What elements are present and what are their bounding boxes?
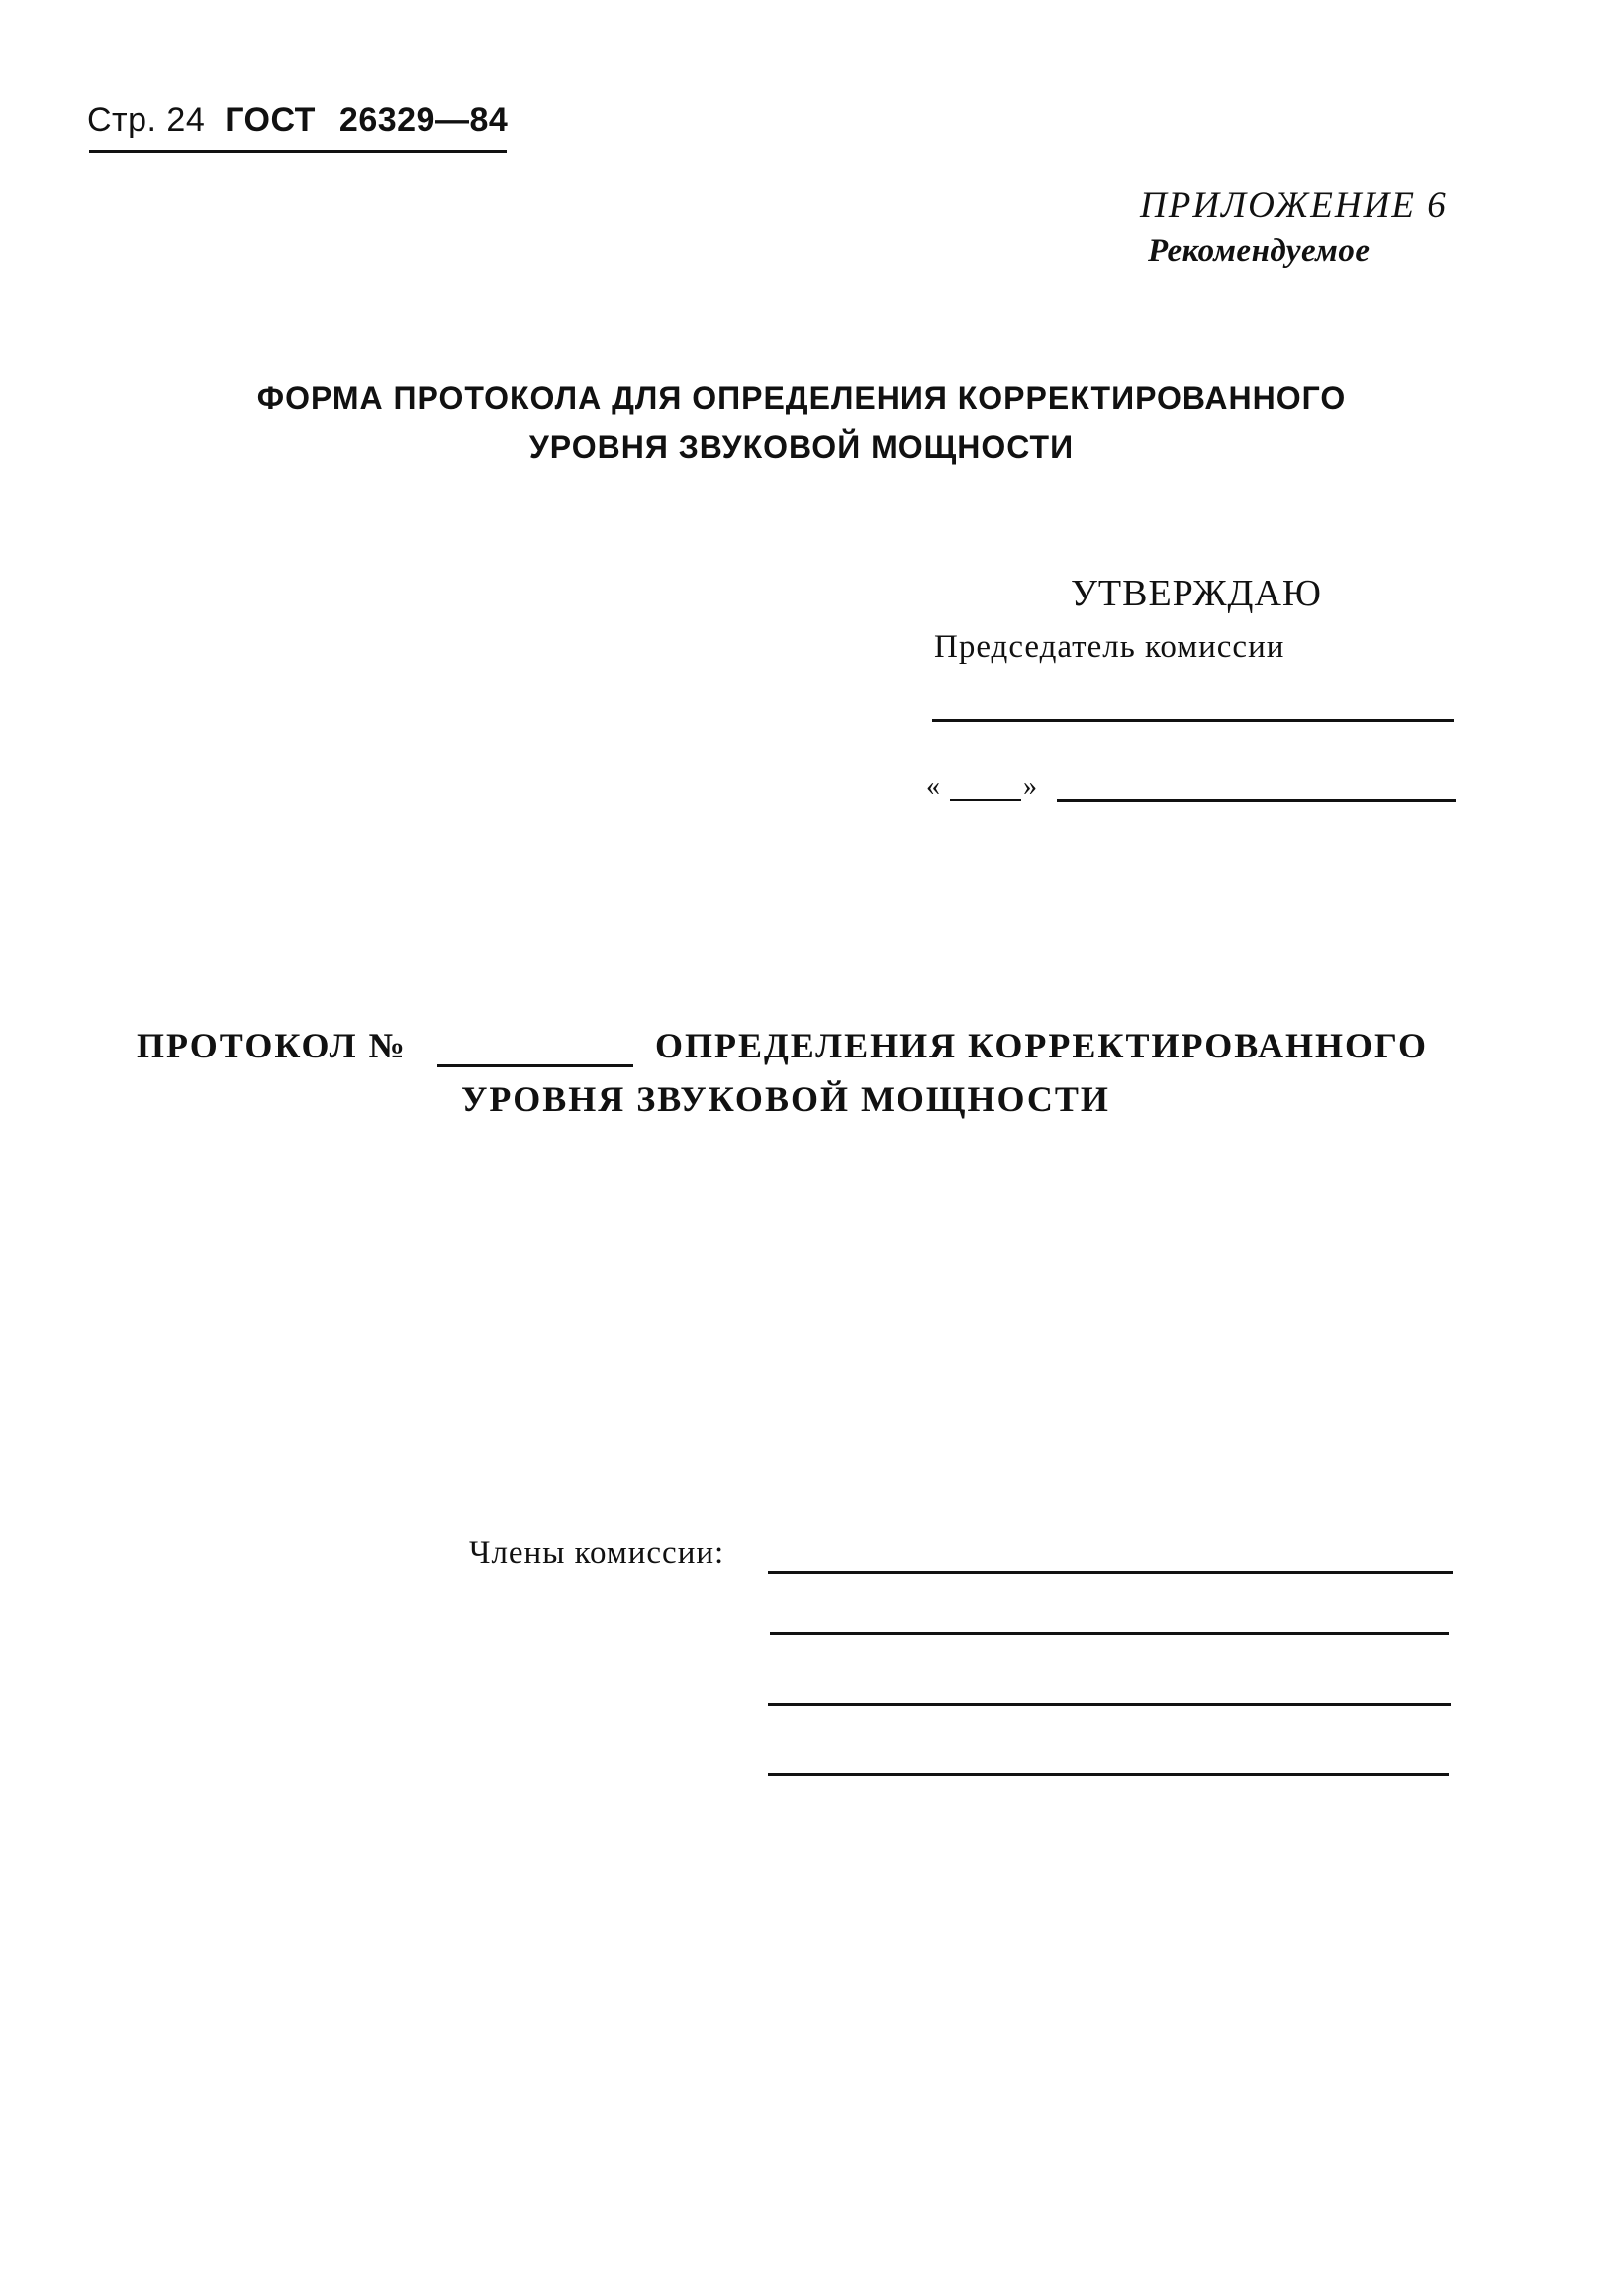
page-header bbox=[87, 101, 508, 139]
date-quote-close: » bbox=[1023, 772, 1037, 802]
protocol-title-part-2: УРОВНЯ ЗВУКОВОЙ МОЩНОСТИ bbox=[461, 1079, 1110, 1119]
members-label: Члены комиссии: bbox=[469, 1535, 725, 1571]
protocol-prefix: ПРОТОКОЛ № bbox=[137, 1026, 407, 1065]
form-title-line-2: УРОВНЯ ЗВУКОВОЙ МОЩНОСТИ bbox=[528, 429, 1075, 465]
standard-label: ГОСТ bbox=[225, 101, 316, 138]
appendix-title: ПРИЛОЖЕНИЕ 6 bbox=[1140, 185, 1448, 226]
chair-signature-line[interactable] bbox=[932, 719, 1454, 722]
member-signature-line-3[interactable] bbox=[768, 1703, 1451, 1706]
header-rule bbox=[89, 150, 507, 153]
protocol-title-part-1: ОПРЕДЕЛЕНИЯ КОРРЕКТИРОВАННОГО bbox=[655, 1026, 1429, 1065]
protocol-number-field[interactable] bbox=[437, 1064, 633, 1067]
form-title-line-1: ФОРМА ПРОТОКОЛА ДЛЯ ОПРЕДЕЛЕНИЯ КОРРЕКТИРОВАННОГО bbox=[256, 380, 1347, 415]
standard-number: 26329—84 bbox=[338, 101, 509, 138]
date-quote-open: « bbox=[926, 772, 940, 802]
member-signature-line-1[interactable] bbox=[768, 1571, 1453, 1574]
approve-heading: УТВЕРЖДАЮ bbox=[1071, 573, 1322, 614]
chair-label: Председатель комиссии bbox=[934, 629, 1285, 665]
date-month-year-field[interactable] bbox=[1057, 799, 1456, 802]
page-number: Стр. 24 bbox=[87, 101, 206, 138]
appendix-status: Рекомендуемое bbox=[1148, 233, 1371, 269]
member-signature-line-2[interactable] bbox=[770, 1632, 1449, 1635]
date-day-field[interactable] bbox=[950, 799, 1021, 801]
member-signature-line-4[interactable] bbox=[768, 1773, 1449, 1776]
